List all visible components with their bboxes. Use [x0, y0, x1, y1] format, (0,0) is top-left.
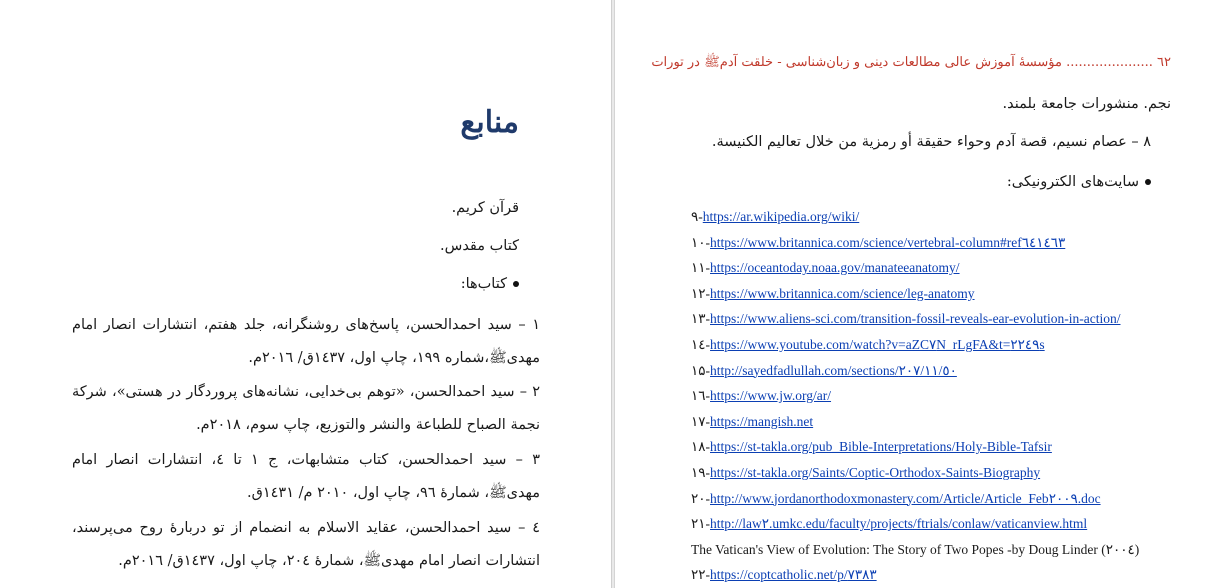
source-link[interactable]: https://oceantoday.noaa.gov/manateeanatomy/	[710, 260, 960, 276]
quran-entry: قرآن کریم.	[451, 200, 519, 216]
source-number: ۱۷-	[691, 413, 710, 429]
book-entry-3: ۳ – سید احمدالحسن، کتاب متشابهات، ج ۱ تا ٤، انتشارات انصار امام مهدیﷺ، شمارۀ ۹٦، چاپ اول، ۲۰۱۰ م/ ۱٤۳۱ق.	[72, 452, 541, 501]
list-item	[691, 258, 1171, 284]
book-entry-4: ٤ – سید احمدالحسن، عقاید الاسلام به انضمام از تو دربارۀ روح می‌پرسند، انتشارات انصار امام مهدیﷺ، شمارۀ ۲۰٤، چاپ اول، ۱٤۳۷ق/ ۲۰۱٦م.	[72, 520, 540, 569]
list-item	[691, 284, 1171, 310]
source-link[interactable]: http://www.jordanorthodoxmonastery.com/Article/Article_Feb٢٠٠٩.doc	[710, 490, 1101, 506]
source-number: ۱٤-	[691, 336, 711, 352]
websites-heading-label: سایت‌های الکترونیکی:	[1006, 174, 1139, 190]
books-heading	[461, 276, 519, 292]
list-item	[691, 540, 1171, 566]
source-link[interactable]: http://sayedfadlullah.com/sections/٢٠٧/١١/٥٠	[710, 362, 957, 378]
list-item	[691, 207, 1171, 233]
websites-list	[691, 207, 1171, 588]
list-item	[691, 565, 1171, 588]
reference-8: ۸ – عصام نسیم، قصة آدم وحواء حقیقة أو رمزیة من خلال تعالیم الکنیسة.	[711, 134, 1151, 150]
source-number: ۲۲-	[691, 567, 710, 583]
list-item	[691, 437, 1171, 463]
list-item	[691, 386, 1171, 412]
source-link[interactable]: https://www.aliens-sci.com/transition-fossil-reveals-ear-evolution-in-action/	[710, 311, 1121, 327]
references-title: منابع	[460, 105, 519, 140]
source-number: ۱۱-	[691, 260, 710, 276]
source-number: ۱٦-	[691, 388, 711, 404]
source-link[interactable]: https://www.britannica.com/science/vertebral-column#ref٦٤١٤٦٣	[710, 234, 1066, 250]
source-link[interactable]: https://st-takla.org/Saints/Coptic-Orthodox-Saints-Biography	[710, 464, 1041, 480]
source-link[interactable]: https://coptcatholic.net/p/٧٣٨٣	[710, 567, 877, 583]
source-link[interactable]: https://www.britannica.com/science/leg-anatomy	[710, 285, 975, 301]
source-link[interactable]: https://www.jw.org/ar/	[710, 388, 832, 404]
bullet-icon	[513, 281, 519, 287]
book-entry-2: ۲ – سید احمدالحسن، «توهم بی‌خدایی، نشانه‌های پروردگار در هستی»، شرکة نجمة الصباح للطباعة والنشر والتوزیع، چاپ سوم، ۲۰۱۸م.	[72, 384, 540, 433]
source-text: The Vatican's View of Evolution: The Story of Two Popes -by Doug Linder (٢٠٠٤)	[691, 541, 1140, 557]
source-number: ۱۰-	[691, 234, 710, 250]
source-number: ۱۳-	[691, 311, 710, 327]
list-item	[691, 489, 1171, 515]
source-number: ۹-	[691, 209, 703, 224]
list-item	[691, 233, 1171, 259]
list-item	[691, 412, 1171, 438]
source-number: ۲۱-	[691, 516, 710, 532]
list-item	[691, 335, 1171, 361]
source-link[interactable]: https://st-takla.org/pub_Bible-Interpretations/Holy-Bible-Tafsir	[710, 439, 1052, 455]
source-link[interactable]: http://law٢.umkc.edu/faculty/projects/ftrials/conlaw/vaticanview.html	[710, 516, 1088, 532]
bullet-icon	[1145, 179, 1151, 185]
list-item	[691, 309, 1171, 335]
source-link[interactable]: https://www.youtube.com/watch?v=aZC٧N_rLgFA&t=٢٢٤٩s	[710, 336, 1045, 352]
source-number: ۱۹-	[691, 464, 710, 480]
list-item	[691, 361, 1171, 387]
source-number: ۱۲-	[691, 285, 710, 301]
source-number: ۲۰-	[691, 490, 710, 506]
source-link[interactable]: https://mangish.net	[710, 413, 814, 429]
source-number: ۱۸-	[691, 439, 710, 455]
websites-heading	[1007, 174, 1151, 190]
book-entry-1: ۱ – سید احمدالحسن، پاسخ‌های روشنگرانه، جلد هفتم، انتشارات انصار امام مهدیﷺ،شماره ۱۹۹، چاپ اول، ۱٤۳۷ق/ ۲۰۱٦م.	[72, 317, 540, 366]
right-page	[614, 0, 1206, 588]
source-link[interactable]: https://ar.wikipedia.org/wiki/	[702, 209, 860, 224]
source-number: ۱۵-	[691, 362, 710, 378]
running-header: ٦۲ ..................... مؤسسۀ آموزش عالی مطالعات دینی و زبان‌شناسی - خلقت آدمﷺ در تورات	[651, 55, 1171, 70]
list-item	[691, 463, 1171, 489]
books-heading-label: کتاب‌ها:	[460, 276, 507, 292]
continued-line: نجم. منشورات جامعة بلمند.	[1002, 96, 1171, 112]
list-item	[691, 514, 1171, 540]
bible-entry: کتاب مقدس.	[440, 238, 519, 254]
